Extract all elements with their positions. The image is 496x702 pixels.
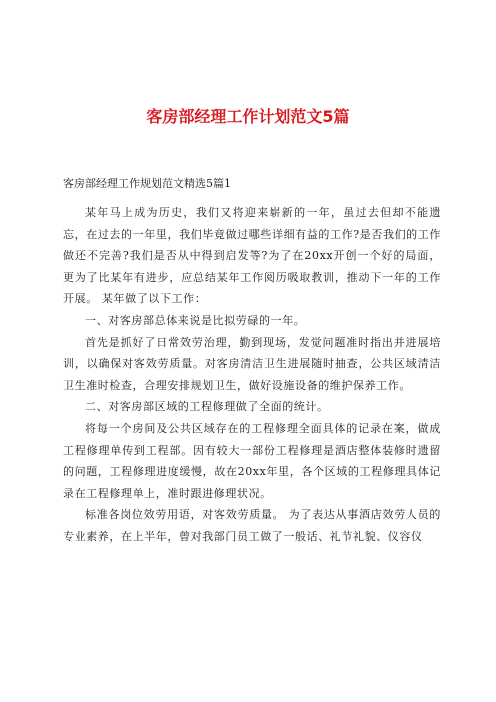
paragraph: 标准各岗位效劳用语，对客效劳质量。 为了表达从事酒店效劳人员的专业素养，在上半年，曾对我部门员工做了一般话、礼节礼貌、仪容仪 [63,508,441,543]
paragraph: 某年马上成为历史，我们又将迎来崭新的一年，虽过去但却不能遗忘，在过去的一年里，我们毕竟做过哪些详细有益的工作?是否我们的工作做还不完善?我们是否从中得到启发等?为了在20xx开创一个好的局面，更为了比某年有进步，应总结某年工作阅历吸取教训，推动下一年的工作开展。 某年做了以下工作： [63,206,441,306]
section-heading: 二、对客房部区域的工程修理做了全面的统计。 [85,400,329,414]
section-heading: 一、对客房部总体来说是比拟劳碌的一年。 [85,313,306,327]
document-body [63,202,441,548]
paragraph: 首先是抓好了日常效劳治理，勤到现场，发觉问题准时指出并进展培训，以确保对客效劳质量。对客房清洁卫生进展随时抽查，公共区域清洁卫生准时检查，合理安排规划卫生，做好设施设备的维护保养工作。 [63,335,441,392]
document-title: 客房部经理工作计划范文5篇 [146,107,350,126]
paragraph: 将每一个房间及公共区域存在的工程修理全面具体的记录在案，做成工程修理单传到工程部。因有较大一部份工程修理是酒店整体装修时遗留的问题，工程修理进度缓慢，故在20xx年里，各个区域的工程修理具体记录在工程修理单上，准时跟进修理状况。 [63,421,441,500]
document-subtitle: 客房部经理工作规划范文精选5篇1 [63,177,231,190]
